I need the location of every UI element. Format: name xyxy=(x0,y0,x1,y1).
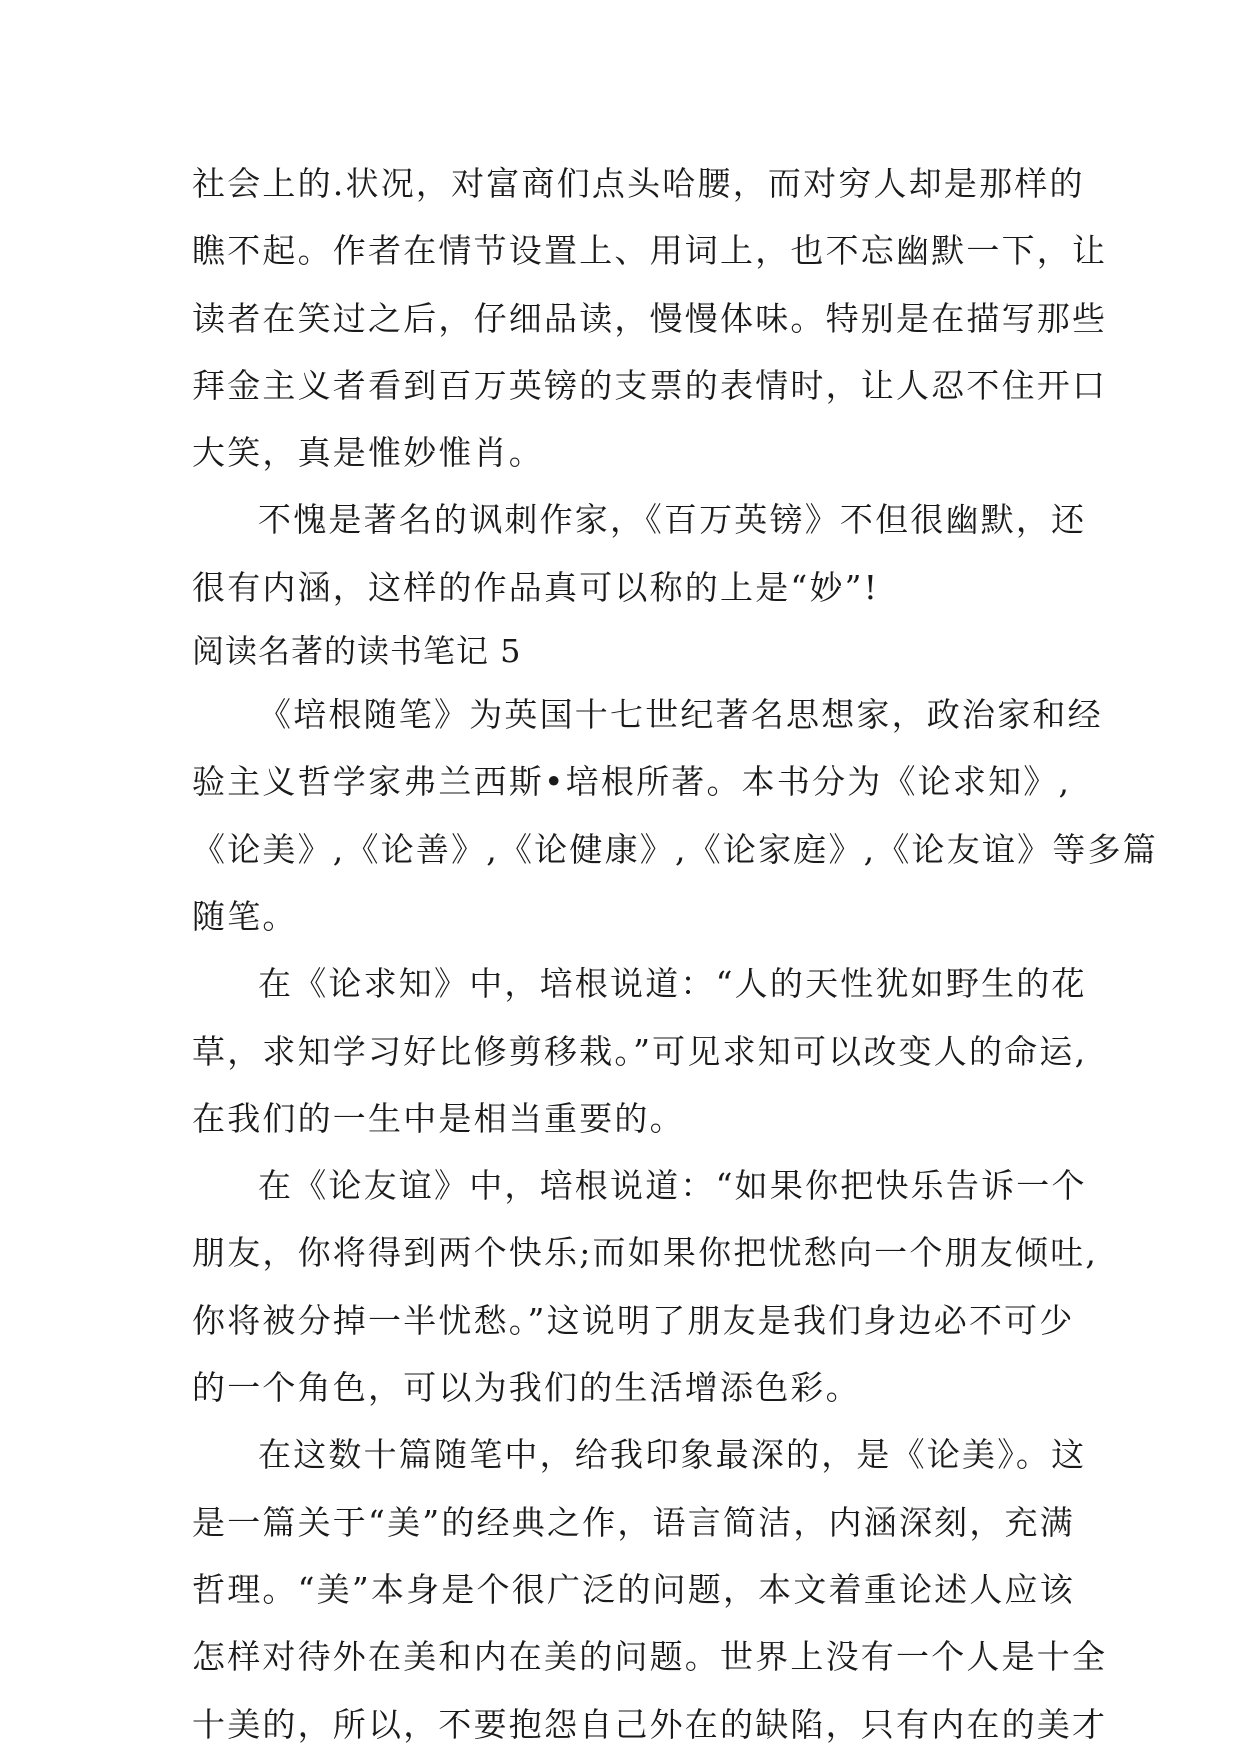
text-line: 朋友，你将得到两个快乐;而如果你把忧愁向一个朋友倾吐, xyxy=(192,1233,1099,1273)
text-line: 很有内涵，这样的作品真可以称的上是“妙”! xyxy=(192,567,880,607)
text-line: 十美的，所以，不要抱怨自己外在的缺陷，只有内在的美才 xyxy=(192,1704,1108,1744)
section-heading: 阅读名著的读书笔记 5 xyxy=(192,632,522,671)
text-line: 读者在笑过之后，仔细品读，慢慢体味。特别是在描写那些 xyxy=(192,298,1108,338)
text-line: 在这数十篇随笔中，给我印象最深的，是《论美》。这 xyxy=(258,1435,1087,1475)
text-line: 怎样对待外在美和内在美的问题。世界上没有一个人是十全 xyxy=(192,1637,1108,1677)
text-line: 在我们的一生中是相当重要的。 xyxy=(192,1098,685,1138)
text-line: 是一篇关于“美”的经典之作，语言简洁，内涵深刻，充满 xyxy=(192,1502,1075,1542)
text-line: 《论美》,《论善》,《论健康》,《论家庭》,《论友谊》等多篇 xyxy=(192,829,1158,869)
text-line: 的一个角色，可以为我们的生活增添色彩。 xyxy=(192,1368,861,1408)
text-line: 哲理。“美”本身是个很广泛的问题，本文着重论述人应该 xyxy=(192,1569,1075,1609)
text-line: 随笔。 xyxy=(192,896,298,936)
paragraph-4 xyxy=(192,950,1088,1152)
text-line: 瞧不起。作者在情节设置上、用词上，也不忘幽默一下，让 xyxy=(192,231,1108,271)
text-line: 你将被分掉一半忧愁。”这说明了朋友是我们身边必不可少 xyxy=(192,1300,1075,1340)
paragraph-1 xyxy=(192,150,1108,486)
document-body xyxy=(192,150,1158,1758)
text-line: 验主义哲学家弗兰西斯•培根所著。本书分为《论求知》, xyxy=(192,762,1072,802)
text-line: 在《论求知》中，培根说道：“人的天性犹如野生的花 xyxy=(258,964,1087,1004)
paragraph-3 xyxy=(192,681,1158,950)
paragraph-6 xyxy=(192,1421,1108,1757)
paragraph-2 xyxy=(192,486,1087,621)
text-line: 在《论友谊》中，培根说道：“如果你把快乐告诉一个 xyxy=(258,1166,1087,1206)
text-line: 社会上的.状况，对富商们点头哈腰，而对穷人却是那样的 xyxy=(192,164,1085,203)
text-line: 草，求知学习好比修剪移栽。”可见求知可以改变人的命运, xyxy=(192,1031,1088,1071)
paragraph-5 xyxy=(192,1152,1099,1421)
text-line: 大笑，真是惟妙惟肖。 xyxy=(192,433,544,473)
text-line: 拜金主义者看到百万英镑的支票的表情时，让人忍不住开口 xyxy=(192,365,1108,405)
text-line: 《培根随笔》为英国十七世纪著名思想家，政治家和经 xyxy=(258,695,1103,735)
text-line: 不愧是著名的讽刺作家，《百万英镑》不但很幽默，还 xyxy=(258,500,1087,540)
